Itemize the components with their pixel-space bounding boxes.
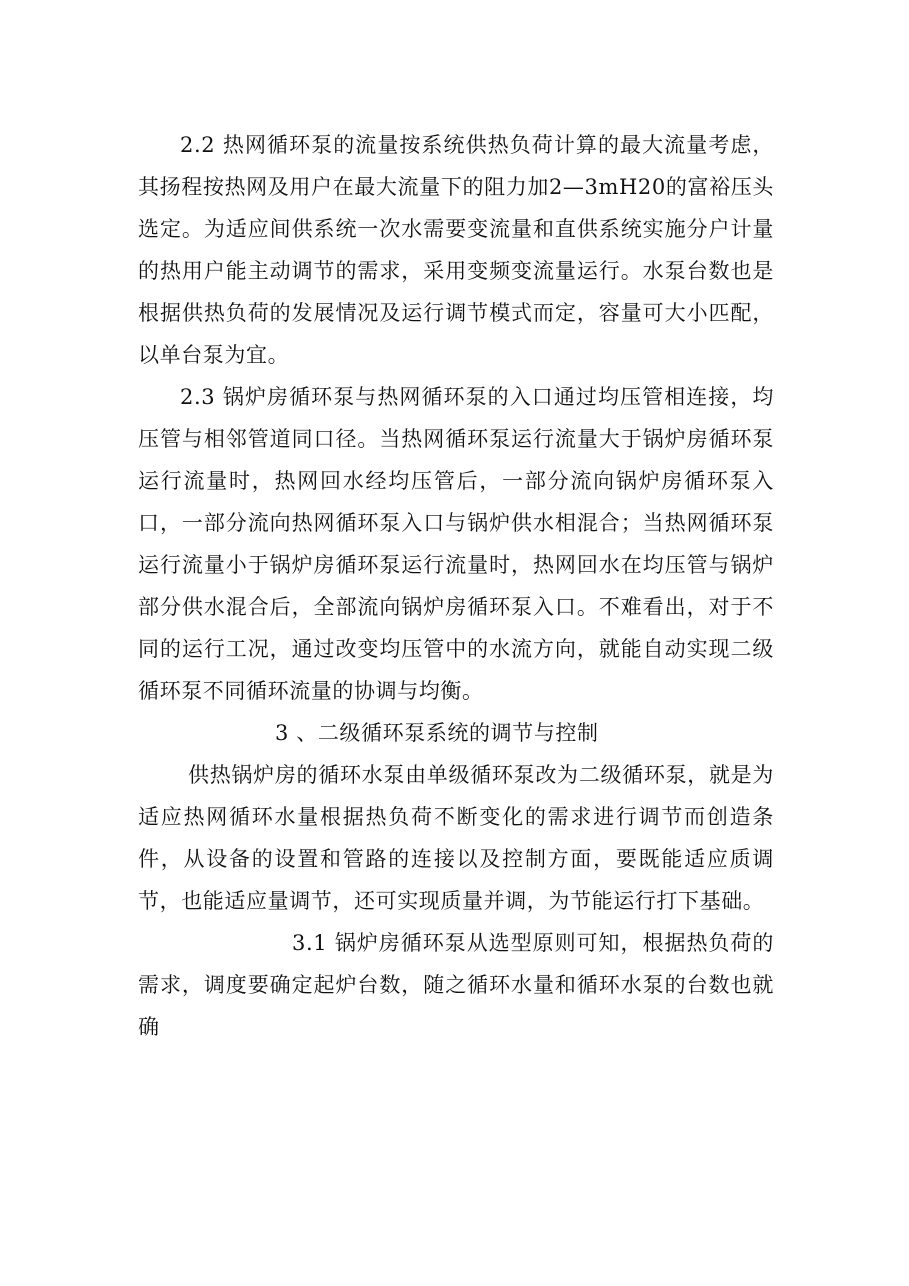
paragraph-2-2: 2.2 热网循环泵的流量按系统供热负荷计算的最大流量考虑，其扬程按热网及用户在最大流量下的阻力加2—3mH20的富裕压头选定。为适应间供系统一次水需要变流量和直供系统实施分户计量的热用户能主动调节的需求，采用变频变流量运行。水泵台数也是根据供热负荷的发展情况及运行调节模式而定，容量可大小匹配，以单台泵为宜。	[138, 133, 774, 367]
paragraph-3-intro: 供热锅炉房的循环水泵由单级循环泵改为二级循环泵，就是为适应热网循环水量根据热负荷不断变化的需求进行调节而创造条件，从设备的设置和管路的连接以及控制方面，要既能适应质调节，也能适应量调节，还可实现质量并调，为节能运行打下基础。	[138, 763, 774, 913]
section-heading-3: 3 、二级循环泵系统的调节与控制	[275, 721, 599, 745]
paragraph-2-3: 2.3 锅炉房循环泵与热网循环泵的入口通过均压管相连接，均压管与相邻管道同口径。当热网循环泵运行流量大于锅炉房循环泵运行流量时，热网回水经均压管后，一部分流向锅炉房循环泵入口，一部分流向热网循环泵入口与锅炉供水相混合；当热网循环泵运行流量小于锅炉房循环泵运行流量时，热网回水在均压管与锅炉部分供水混合后，全部流向锅炉房循环泵入口。不难看出，对于不同的运行工况，通过改变均压管中的水流方向，就能自动实现二级循环泵不同循环流量的协调与均衡。	[138, 385, 774, 703]
document-body	[138, 124, 774, 1048]
paragraph-3-1: 3.1 锅炉房循环泵从选型原则可知，根据热负荷的需求，调度要确定起炉台数，随之循环水量和循环水泵的台数也就确	[138, 931, 774, 1039]
